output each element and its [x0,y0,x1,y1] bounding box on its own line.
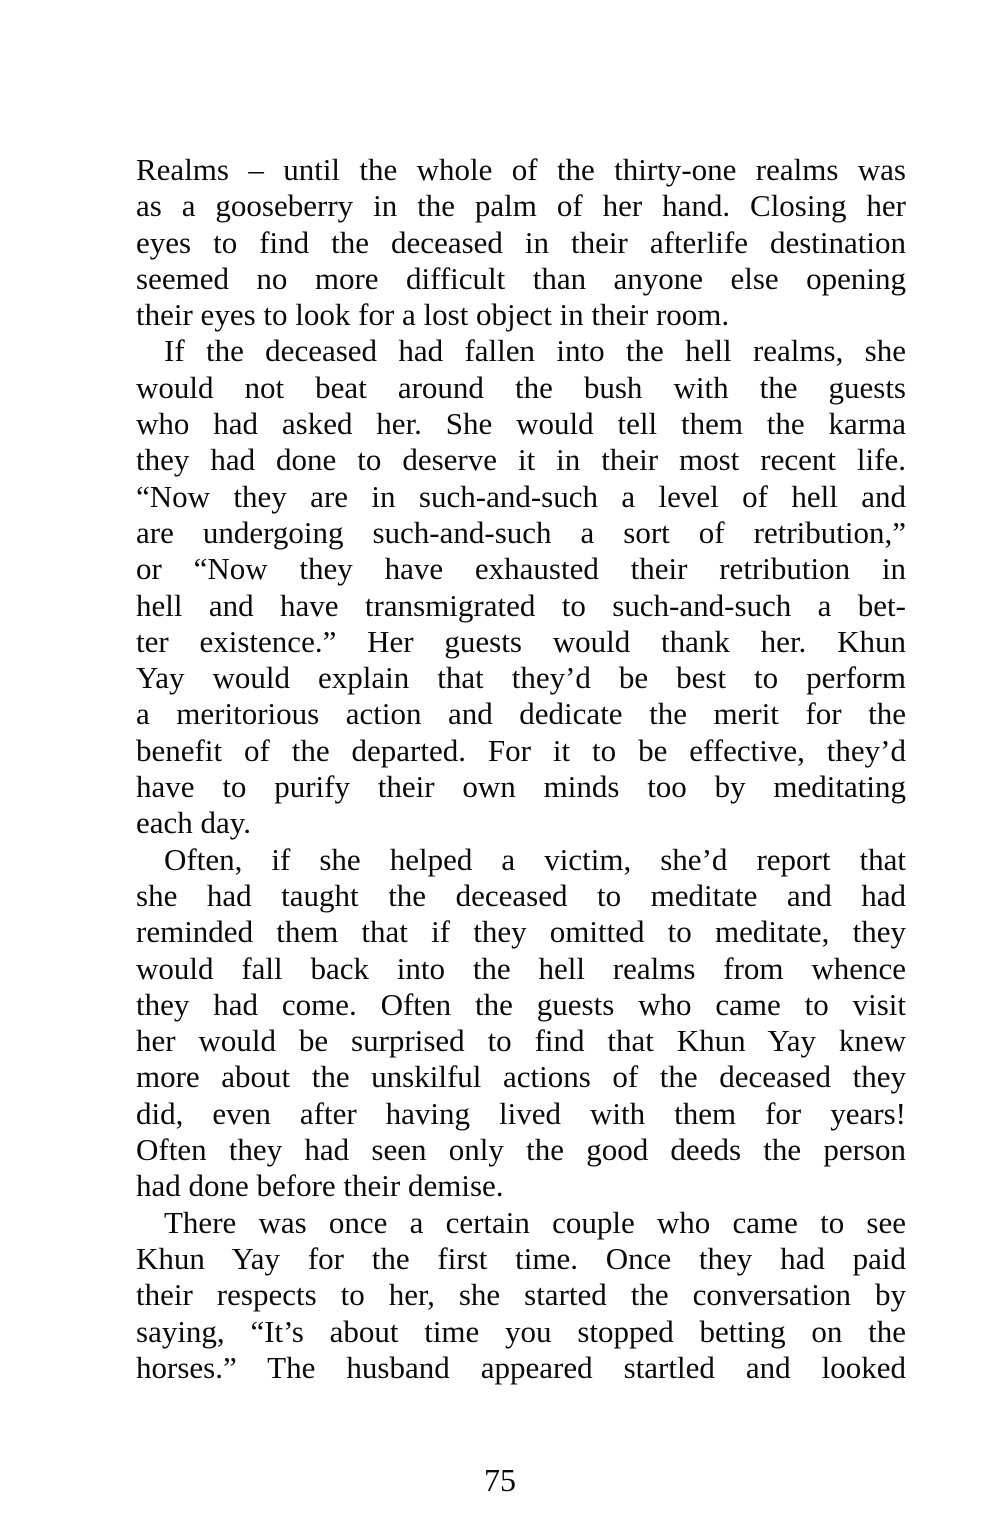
text-line: horses.” The husband appeared startled and looked [136,1349,906,1385]
text-line: each day. [136,805,252,841]
text-line: would not beat around the bush with the guests [136,369,906,405]
text-line: If the deceased had fallen into the hell realms, she [164,333,906,369]
text-line: benefit of the departed. For it to be effective, they’d [136,732,906,768]
text-line: There was once a certain couple who came to see [164,1204,906,1240]
text-line: they had come. Often the guests who came to visit [136,986,906,1022]
text-line: Often, if she helped a victim, she’d report that [164,841,906,877]
text-line: Yay would explain that they’d be best to perform [136,660,906,696]
text-line: had done before their demise. [136,1168,504,1204]
text-line: she had taught the deceased to meditate and had [136,877,906,913]
text-line: a meritorious action and dedicate the merit for the [136,696,906,732]
text-line: Often they had seen only the good deeds the person [136,1132,906,1168]
text-line: as a gooseberry in the palm of her hand. Closing her [136,188,906,224]
text-line: “Now they are in such-and-such a level of hell and [136,478,906,514]
text-line: hell and have transmigrated to such-and-such a bet- [136,587,906,623]
text-line: Khun Yay for the first time. Once they had paid [136,1240,906,1276]
text-line: eyes to find the deceased in their afterlife destination [136,224,906,260]
text-line: their eyes to look for a lost object in their room. [136,297,730,333]
page-number: 75 [484,1462,516,1498]
text-line: more about the unskilful actions of the deceased they [136,1059,906,1095]
text-line: Realms – until the whole of the thirty-one realms was [136,152,906,187]
text-line: have to purify their own minds too by meditating [136,769,906,805]
text-line: they had done to deserve it in their most recent life. [136,442,906,478]
text-line: would fall back into the hell realms from whence [136,950,906,986]
text-line: seemed no more difficult than anyone else opening [136,260,906,296]
text-line: who had asked her. She would tell them the karma [136,406,906,442]
text-line: or “Now they have exhausted their retribution in [136,551,906,587]
body-text [136,152,906,1386]
text-line: reminded them that if they omitted to meditate, they [136,914,906,950]
text-line: did, even after having lived with them for years! [136,1095,906,1131]
text-line: ter existence.” Her guests would thank her. Khun [136,623,906,659]
text-line: her would be surprised to find that Khun Yay knew [136,1023,906,1059]
text-line: saying, “It’s about time you stopped betting on the [136,1313,906,1349]
text-line: are undergoing such-and-such a sort of retribution,” [136,514,906,550]
text-line: their respects to her, she started the conversation by [136,1277,906,1313]
